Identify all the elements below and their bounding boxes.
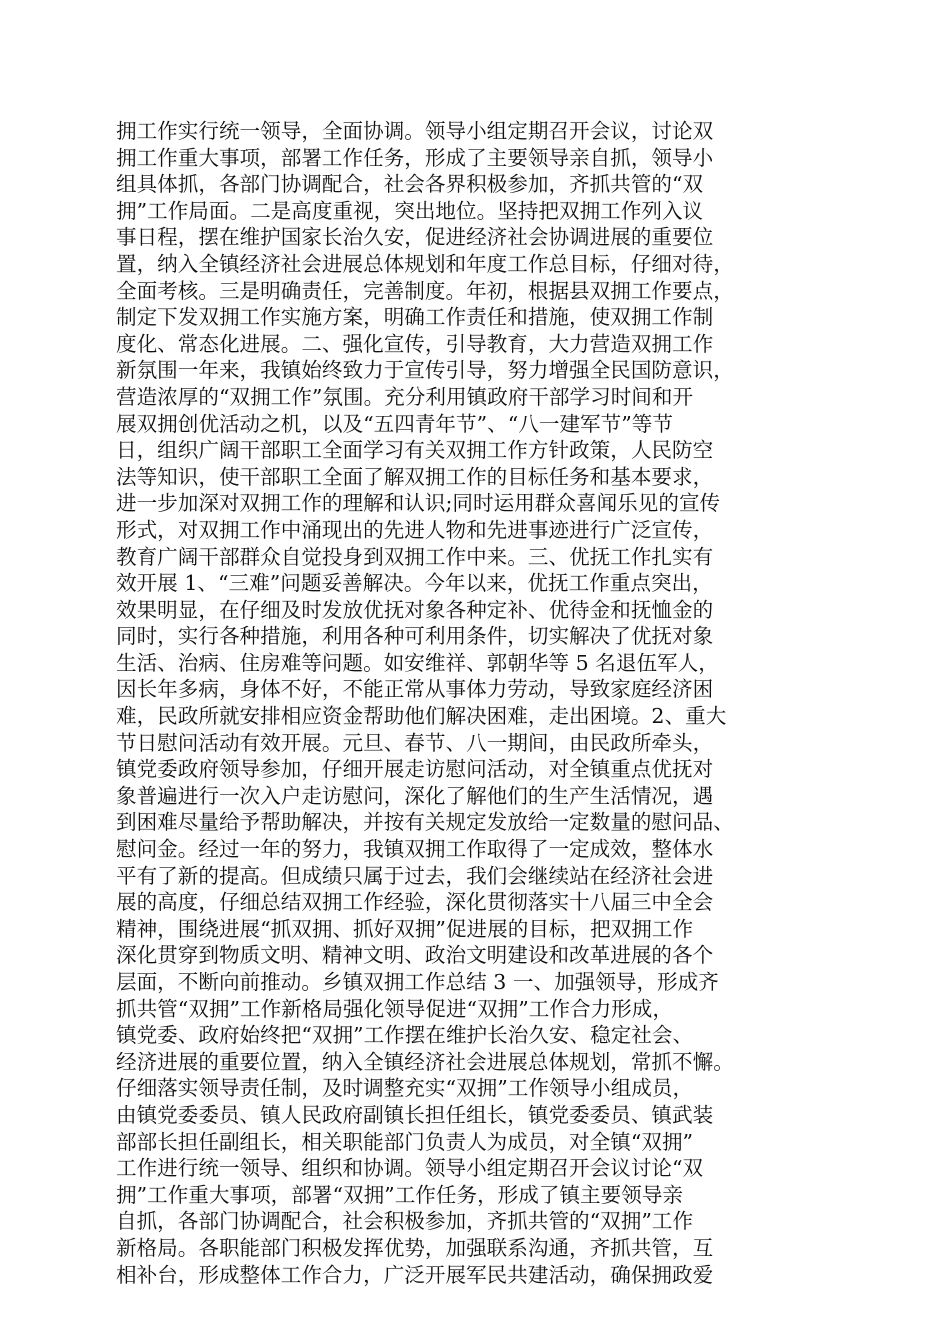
text-line: 度化、常态化进展。二、强化宣传，引导教育，大力营造双拥工作 xyxy=(116,331,714,356)
text-line: 部部长担任副组长，相关职能部门负责人为成员，对全镇“双拥” xyxy=(116,1129,694,1154)
text-line: 法等知识，使干部职工全面了解双拥工作的目标任务和基本要求， xyxy=(116,464,714,489)
text-line: 精神，围绕进展“抓双拥、抓好双拥”促进展的目标，把双拥工作 xyxy=(116,916,694,941)
text-line: 镇党委政府领导参加，仔细开展走访慰问活动，对全镇重点优抚对 xyxy=(116,757,714,782)
text-line: 组具体抓，各部门协调配合，社会各界积极参加，齐抓共管的“双 xyxy=(116,172,704,197)
text-line: 由镇党委委员、镇人民政府副镇长担任组长，镇党委委员、镇武装 xyxy=(116,1102,714,1127)
text-line: 相补台，形成整体工作合力，广泛开展军民共建活动，确保拥政爱 xyxy=(116,1262,714,1287)
text-line: 进一步加深对双拥工作的理解和认识;同时运用群众喜闻乐见的宣传 xyxy=(116,491,721,516)
text-line: 全面考核。三是明确责任，完善制度。年初，根据县双拥工作要点， xyxy=(116,278,734,303)
text-line: 仔细落实领导责任制，及时调整充实“双拥”工作领导小组成员， xyxy=(116,1076,694,1101)
text-line: 慰问金。经过一年的努力，我镇双拥工作取得了一定成效，整体水 xyxy=(116,837,714,862)
text-line: 生活、治病、住房难等问题。如安维祥、郭朝华等 5 名退伍军人， xyxy=(116,650,719,675)
text-line: 同时，实行各种措施，利用各种可利用条件，切实解决了优抚对象 xyxy=(116,624,714,649)
text-line: 制定下发双拥工作实施方案，明确工作责任和措施，使双拥工作制 xyxy=(116,305,714,330)
text-line: 工作进行统一领导、组织和协调。领导小组定期召开会议讨论“双 xyxy=(116,1156,704,1181)
text-line: 展双拥创优活动之机，以及“五四青年节”、“八一建军节”等节 xyxy=(116,411,673,436)
text-line: 教育广阔干部群众自觉投身到双拥工作中来。三、优抚工作扎实有 xyxy=(116,544,714,569)
text-line: 形式，对双拥工作中涌现出的先进人物和先进事迹进行广泛宣传， xyxy=(116,517,714,542)
text-line: 新格局。各职能部门积极发挥优势，加强联系沟通，齐抓共管，互 xyxy=(116,1235,714,1260)
text-line: 自抓，各部门协调配合，社会积极参加，齐抓共管的“双拥”工作 xyxy=(116,1209,694,1234)
text-line: 新氛围一年来，我镇始终致力于宣传引导，努力增强全民国防意识， xyxy=(116,358,734,383)
text-line: 到困难尽量给予帮助解决，并按有关规定发放给一定数量的慰问品、 xyxy=(116,810,734,835)
text-line: 象普遍进行一次入户走访慰问，深化了解他们的生产生活情况，遇 xyxy=(116,783,714,808)
text-line: 展的高度，仔细总结双拥工作经验，深化贯彻落实十八届三中全会 xyxy=(116,890,714,915)
text-line: 置，纳入全镇经济社会进展总体规划和年度工作总目标，仔细对待， xyxy=(116,251,734,276)
text-line: 抓共管“双拥”工作新格局强化领导促进“双拥”工作合力形成， xyxy=(116,996,673,1021)
text-line: 深化贯穿到物质文明、精神文明、政治文明建设和改革进展的各个 xyxy=(116,943,714,968)
text-line: 节日慰问活动有效开展。元旦、春节、八一期间，由民政所牵头， xyxy=(116,730,714,755)
text-line: 难，民政所就安排相应资金帮助他们解决困难，走出困境。2、重大 xyxy=(116,704,727,729)
text-line: 事日程，摆在维护国家长治久安，促进经济社会协调进展的重要位 xyxy=(116,225,714,250)
text-line: 拥”工作重大事项，部署“双拥”工作任务，形成了镇主要领导亲 xyxy=(116,1182,684,1207)
text-line: 层面，不断向前推动。乡镇双拥工作总结 3 一、加强领导，形成齐 xyxy=(116,970,719,994)
text-line: 经济进展的重要位置，纳入全镇经济社会进展总体规划，常抓不懈。 xyxy=(116,1049,734,1074)
text-line: 因长年多病，身体不好，不能正常从事体力劳动，导致家庭经济困 xyxy=(116,677,714,702)
text-line: 营造浓厚的“双拥工作”氛围。充分利用镇政府干部学习时间和开 xyxy=(116,384,694,409)
text-line: 效果明显，在仔细及时发放优抚对象各种定补、优待金和抚恤金的 xyxy=(116,597,714,622)
text-line: 平有了新的提高。但成绩只属于过去，我们会继续站在经济社会进 xyxy=(116,863,714,888)
text-line: 拥工作重大事项，部署工作任务，形成了主要领导亲自抓，领导小 xyxy=(116,145,714,170)
text-line: 拥”工作局面。二是高度重视，突出地位。坚持把双拥工作列入议 xyxy=(116,198,704,223)
text-line: 日，组织广阔干部职工全面学习有关双拥工作方针政策，人民防空 xyxy=(116,438,714,463)
text-line: 效开展 1、“三难”问题妥善解决。今年以来，优抚工作重点突出， xyxy=(116,571,713,596)
body-text xyxy=(116,118,846,1288)
text-line: 镇党委、政府始终把“双拥”工作摆在维护长治久安、稳定社会、 xyxy=(116,1023,694,1048)
text-line: 拥工作实行统一领导，全面协调。领导小组定期召开会议，讨论双 xyxy=(116,119,714,143)
